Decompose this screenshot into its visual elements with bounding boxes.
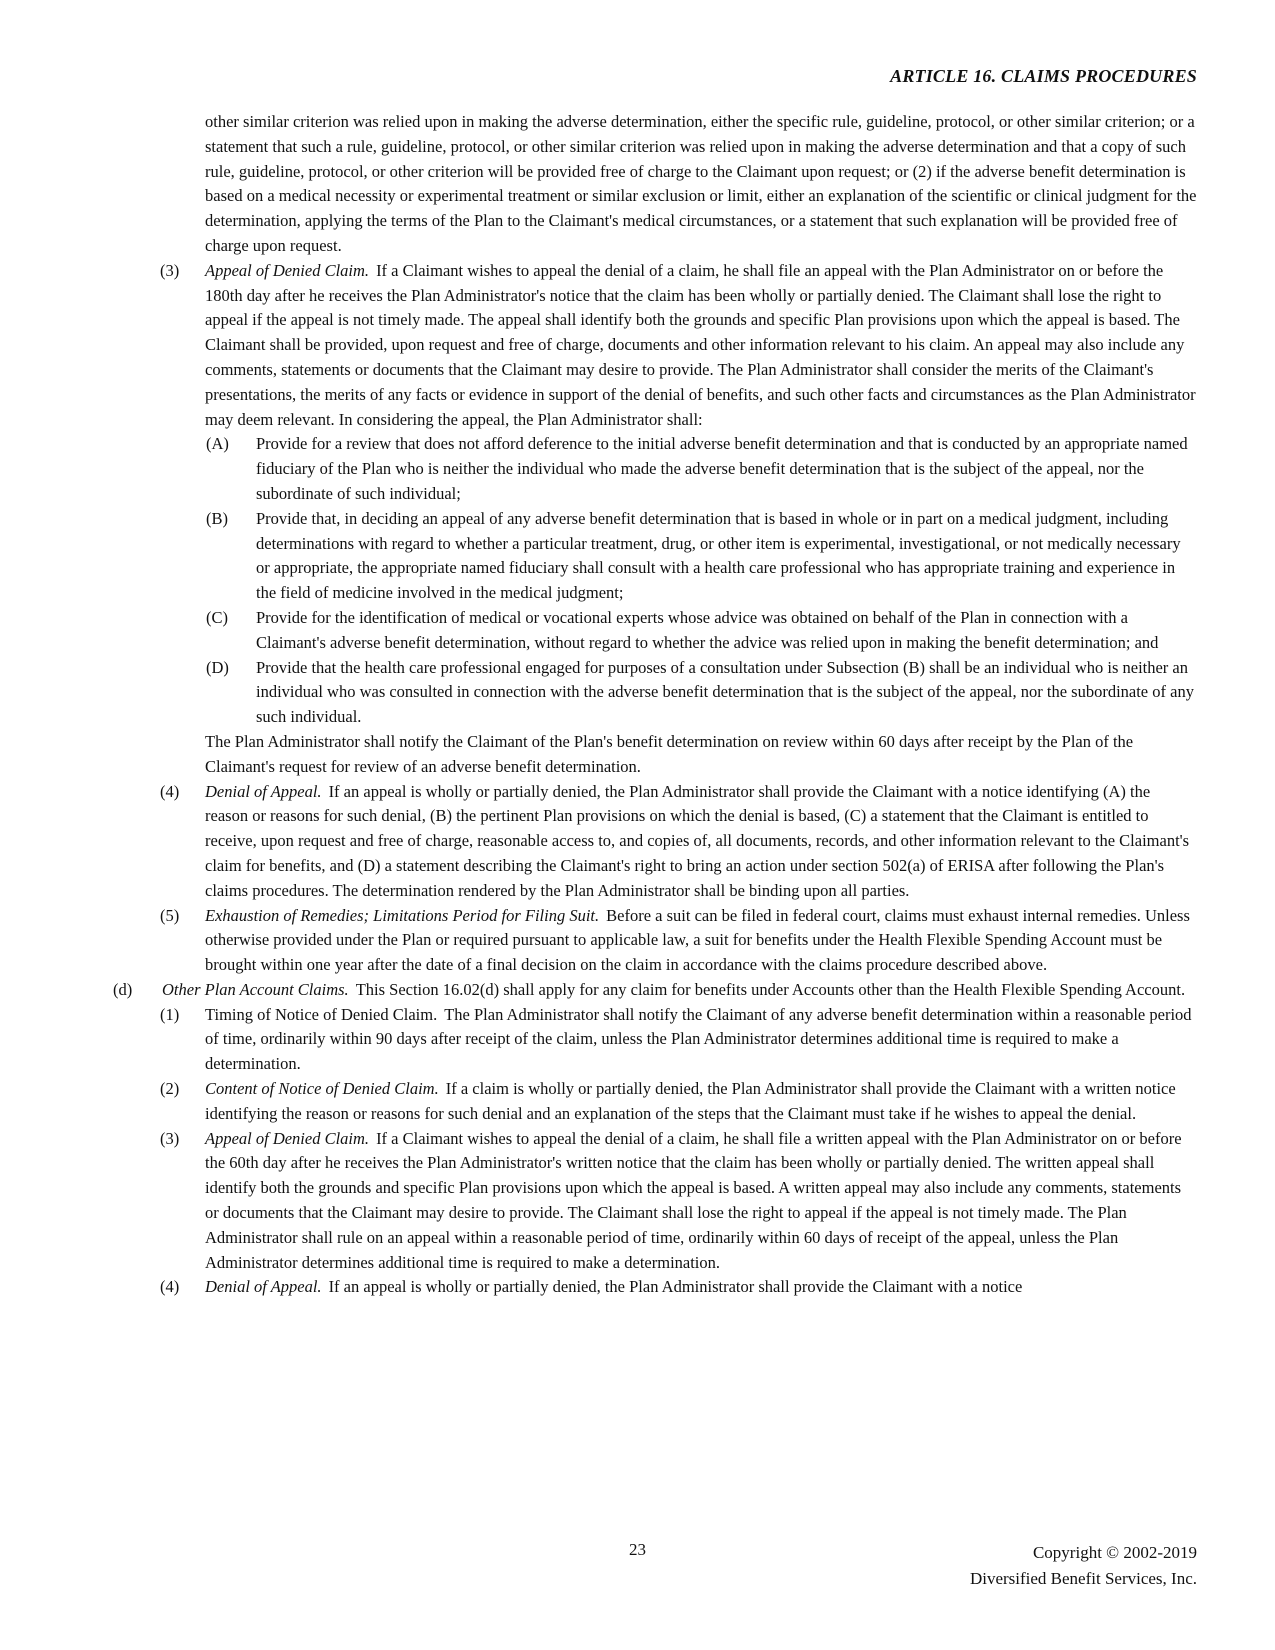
- page-number: 23: [629, 1540, 646, 1559]
- list-marker: (4): [160, 1277, 180, 1297]
- paragraph-text: Provide for a review that does not afford deference to the initial adverse benefit determination and that is conducted by an appropriate named fiduciary of the Plan who is neither the individual who made the adverse benefit determination that is the subject of the appeal, nor the subordinate of such individual;: [256, 434, 1188, 503]
- list-marker: (A): [206, 434, 229, 454]
- list-item-d: [113, 978, 1197, 1003]
- paragraph-text: If a claim is wholly or partially denied, the Plan Administrator shall provide the Claimant with a written notice identifying the reason or reasons for such denial and an explanation of the steps that the Claimant must take if he wishes to appeal the denial.: [205, 1079, 1176, 1123]
- item-lead: Exhaustion of Remedies; Limitations Period for Filing Suit.: [205, 905, 600, 925]
- paragraph-text: other similar criterion was relied upon in making the adverse determination, either the specific rule, guideline, protocol, or other similar criterion; or a statement that such a rule, guideline, protocol, or other similar criterion was relied upon in making the adverse determination and that a copy of such rule, guideline, protocol, or other criterion will be provided free of charge to the Claimant upon request; or (2) if the adverse benefit determination is based on a medical necessity or experimental treatment or similar exclusion or limit, either an explanation of the scientific or clinical judgment for the determination, applying the terms of the Plan to the Claimant's medical circumstances, or a statement that such explanation will be provided free of charge upon request.: [205, 112, 1197, 255]
- list-item-4: [160, 780, 1197, 904]
- paragraph-text: The Plan Administrator shall notify the Claimant of the Plan's benefit determination on review within 60 days after receipt by the Plan of the Claimant's request for review of an adverse benefit determination.: [205, 731, 1134, 776]
- page-header: [113, 66, 1197, 87]
- list-item-d1: [160, 1003, 1197, 1077]
- list-marker: (1): [160, 1004, 180, 1024]
- list-marker: (4): [160, 781, 180, 801]
- item-lead: Content of Notice of Denied Claim.: [205, 1079, 439, 1099]
- document-body: [113, 110, 1197, 1300]
- list-marker: (C): [206, 607, 228, 627]
- list-item-D: [206, 656, 1197, 730]
- paragraph-text: If a Claimant wishes to appeal the denial of a claim, he shall file a written appeal with the Plan Administrator on or before the 60th day after he receives the Plan Administrator's written notice that the claim has been wholly or partially denied. The written appeal shall identify both the grounds and specific Plan provisions upon which the appeal is based. A written appeal may also include any comments, statements or documents that the Claimant may desire to provide. The Claimant shall lose the right to appeal if the appeal is not timely made. The Plan Administrator shall rule on an appeal within a reasonable period of time, ordinarily within 60 days of receipt of the appeal, unless the Plan Administrator determines additional time is required to make a determination.: [205, 1128, 1182, 1272]
- paragraph-text: Before a suit can be filed in federal court, claims must exhaust internal remedies. Unless otherwise provided under the Plan or required pursuant to applicable law, a suit for benefits under the Health Flexible Spending Account must be brought within one year after the date of a final decision on the claim in accordance with the claims procedure described above.: [205, 905, 1190, 975]
- list-marker: (3): [160, 1128, 180, 1148]
- item-lead: Other Plan Account Claims.: [162, 979, 349, 999]
- list-item-5: [160, 904, 1197, 978]
- list-marker: (D): [206, 657, 229, 677]
- paragraph-continuation: [205, 110, 1197, 259]
- list-item-B: [206, 507, 1197, 606]
- item-lead: Appeal of Denied Claim.: [205, 1128, 370, 1148]
- copyright-line1: Copyright © 2002-2019: [1032, 1543, 1197, 1562]
- paragraph-text: The Plan Administrator shall notify the Claimant of any adverse benefit determination within a reasonable period of time, ordinarily within 90 days after receipt of the claim, unless the Plan Administrator determines additional time is required to make a determination.: [205, 1004, 1192, 1074]
- paragraph-text: Provide for the identification of medical or vocational experts whose advice was obtained on behalf of the Plan in connection with a Claimant's adverse benefit determination, without regard to whether the advice was relied upon in making the benefit determination; and: [256, 607, 1159, 652]
- list-marker: (B): [206, 508, 228, 528]
- paragraph-text: If an appeal is wholly or partially denied, the Plan Administrator shall provide the Claimant with a notice identifying (A) the reason or reasons for such denial, (B) the pertinent Plan provisions on which the denial is based, (C) a statement that the Claimant is entitled to receive, upon request and free of charge, reasonable access to, and copies of, all documents, records, and other information relevant to the Claimant's claim for benefits, and (D) a statement describing the Claimant's right to bring an action under section 502(a) of ERISA after following the Plan's claims procedures. The determination rendered by the Plan Administrator shall be binding upon all parties.: [205, 781, 1190, 900]
- item-lead: Appeal of Denied Claim.: [205, 260, 370, 280]
- list-item-A: [206, 432, 1197, 506]
- list-item-d2: [160, 1077, 1197, 1127]
- paragraph-text: If a Claimant wishes to appeal the denial of a claim, he shall file an appeal with the Plan Administrator on or before the 180th day after he receives the Plan Administrator's notice that the claim has been wholly or partially denied. The Claimant shall lose the right to appeal if the appeal is not timely made. The appeal shall identify both the grounds and specific Plan provisions upon which the appeal is based. The Claimant shall be provided, upon request and free of charge, documents and other information relevant to his claim. An appeal may also include any comments, statements or documents that the Claimant may desire to provide. The Plan Administrator shall consider the merits of the Claimant's presentations, the merits of any facts or evidence in support of the denial of benefits, and such other facts and circumstances as the Plan Administrator may deem relevant. In considering the appeal, the Plan Administrator shall:: [205, 260, 1196, 429]
- article-heading: ARTICLE 16. CLAIMS PROCEDURES: [890, 66, 1197, 86]
- list-marker: (d): [113, 979, 133, 999]
- paragraph-review-notice: [205, 730, 1197, 780]
- item-lead: Denial of Appeal.: [205, 781, 322, 801]
- paragraph-text: Provide that the health care professional engaged for purposes of a consultation under Subsection (B) shall be an individual who is neither an individual who was consulted in connection with the adverse benefit determination that is the subject of the appeal, nor the subordinate of any such individual.: [256, 657, 1194, 727]
- item-lead: Timing of Notice of Denied Claim.: [205, 1004, 438, 1024]
- list-marker: (2): [160, 1079, 180, 1099]
- copyright-line2: Diversified Benefit Services, Inc.: [969, 1568, 1197, 1588]
- copyright-notice: [970, 1540, 1197, 1591]
- item-lead: Denial of Appeal.: [205, 1277, 322, 1297]
- list-item-d3: [160, 1127, 1197, 1276]
- list-item-C: [206, 606, 1197, 656]
- paragraph-text: This Section 16.02(d) shall apply for any claim for benefits under Accounts other than the Health Flexible Spending Account.: [355, 979, 1186, 999]
- paragraph-text: If an appeal is wholly or partially denied, the Plan Administrator shall provide the Claimant with a notice: [328, 1277, 1023, 1297]
- list-marker: (3): [160, 260, 180, 280]
- paragraph-text: Provide that, in deciding an appeal of any adverse benefit determination that is based in whole or in part on a medical judgment, including determinations with regard to whether a particular treatment, drug, or other item is experimental, investigational, or not medically necessary or appropriate, the appropriate named fiduciary shall consult with a health care professional who has appropriate training and experience in the field of medicine involved in the medical judgment;: [256, 508, 1181, 603]
- list-item-3: [160, 259, 1197, 433]
- list-item-d4: [160, 1275, 1197, 1300]
- list-marker: (5): [160, 905, 180, 925]
